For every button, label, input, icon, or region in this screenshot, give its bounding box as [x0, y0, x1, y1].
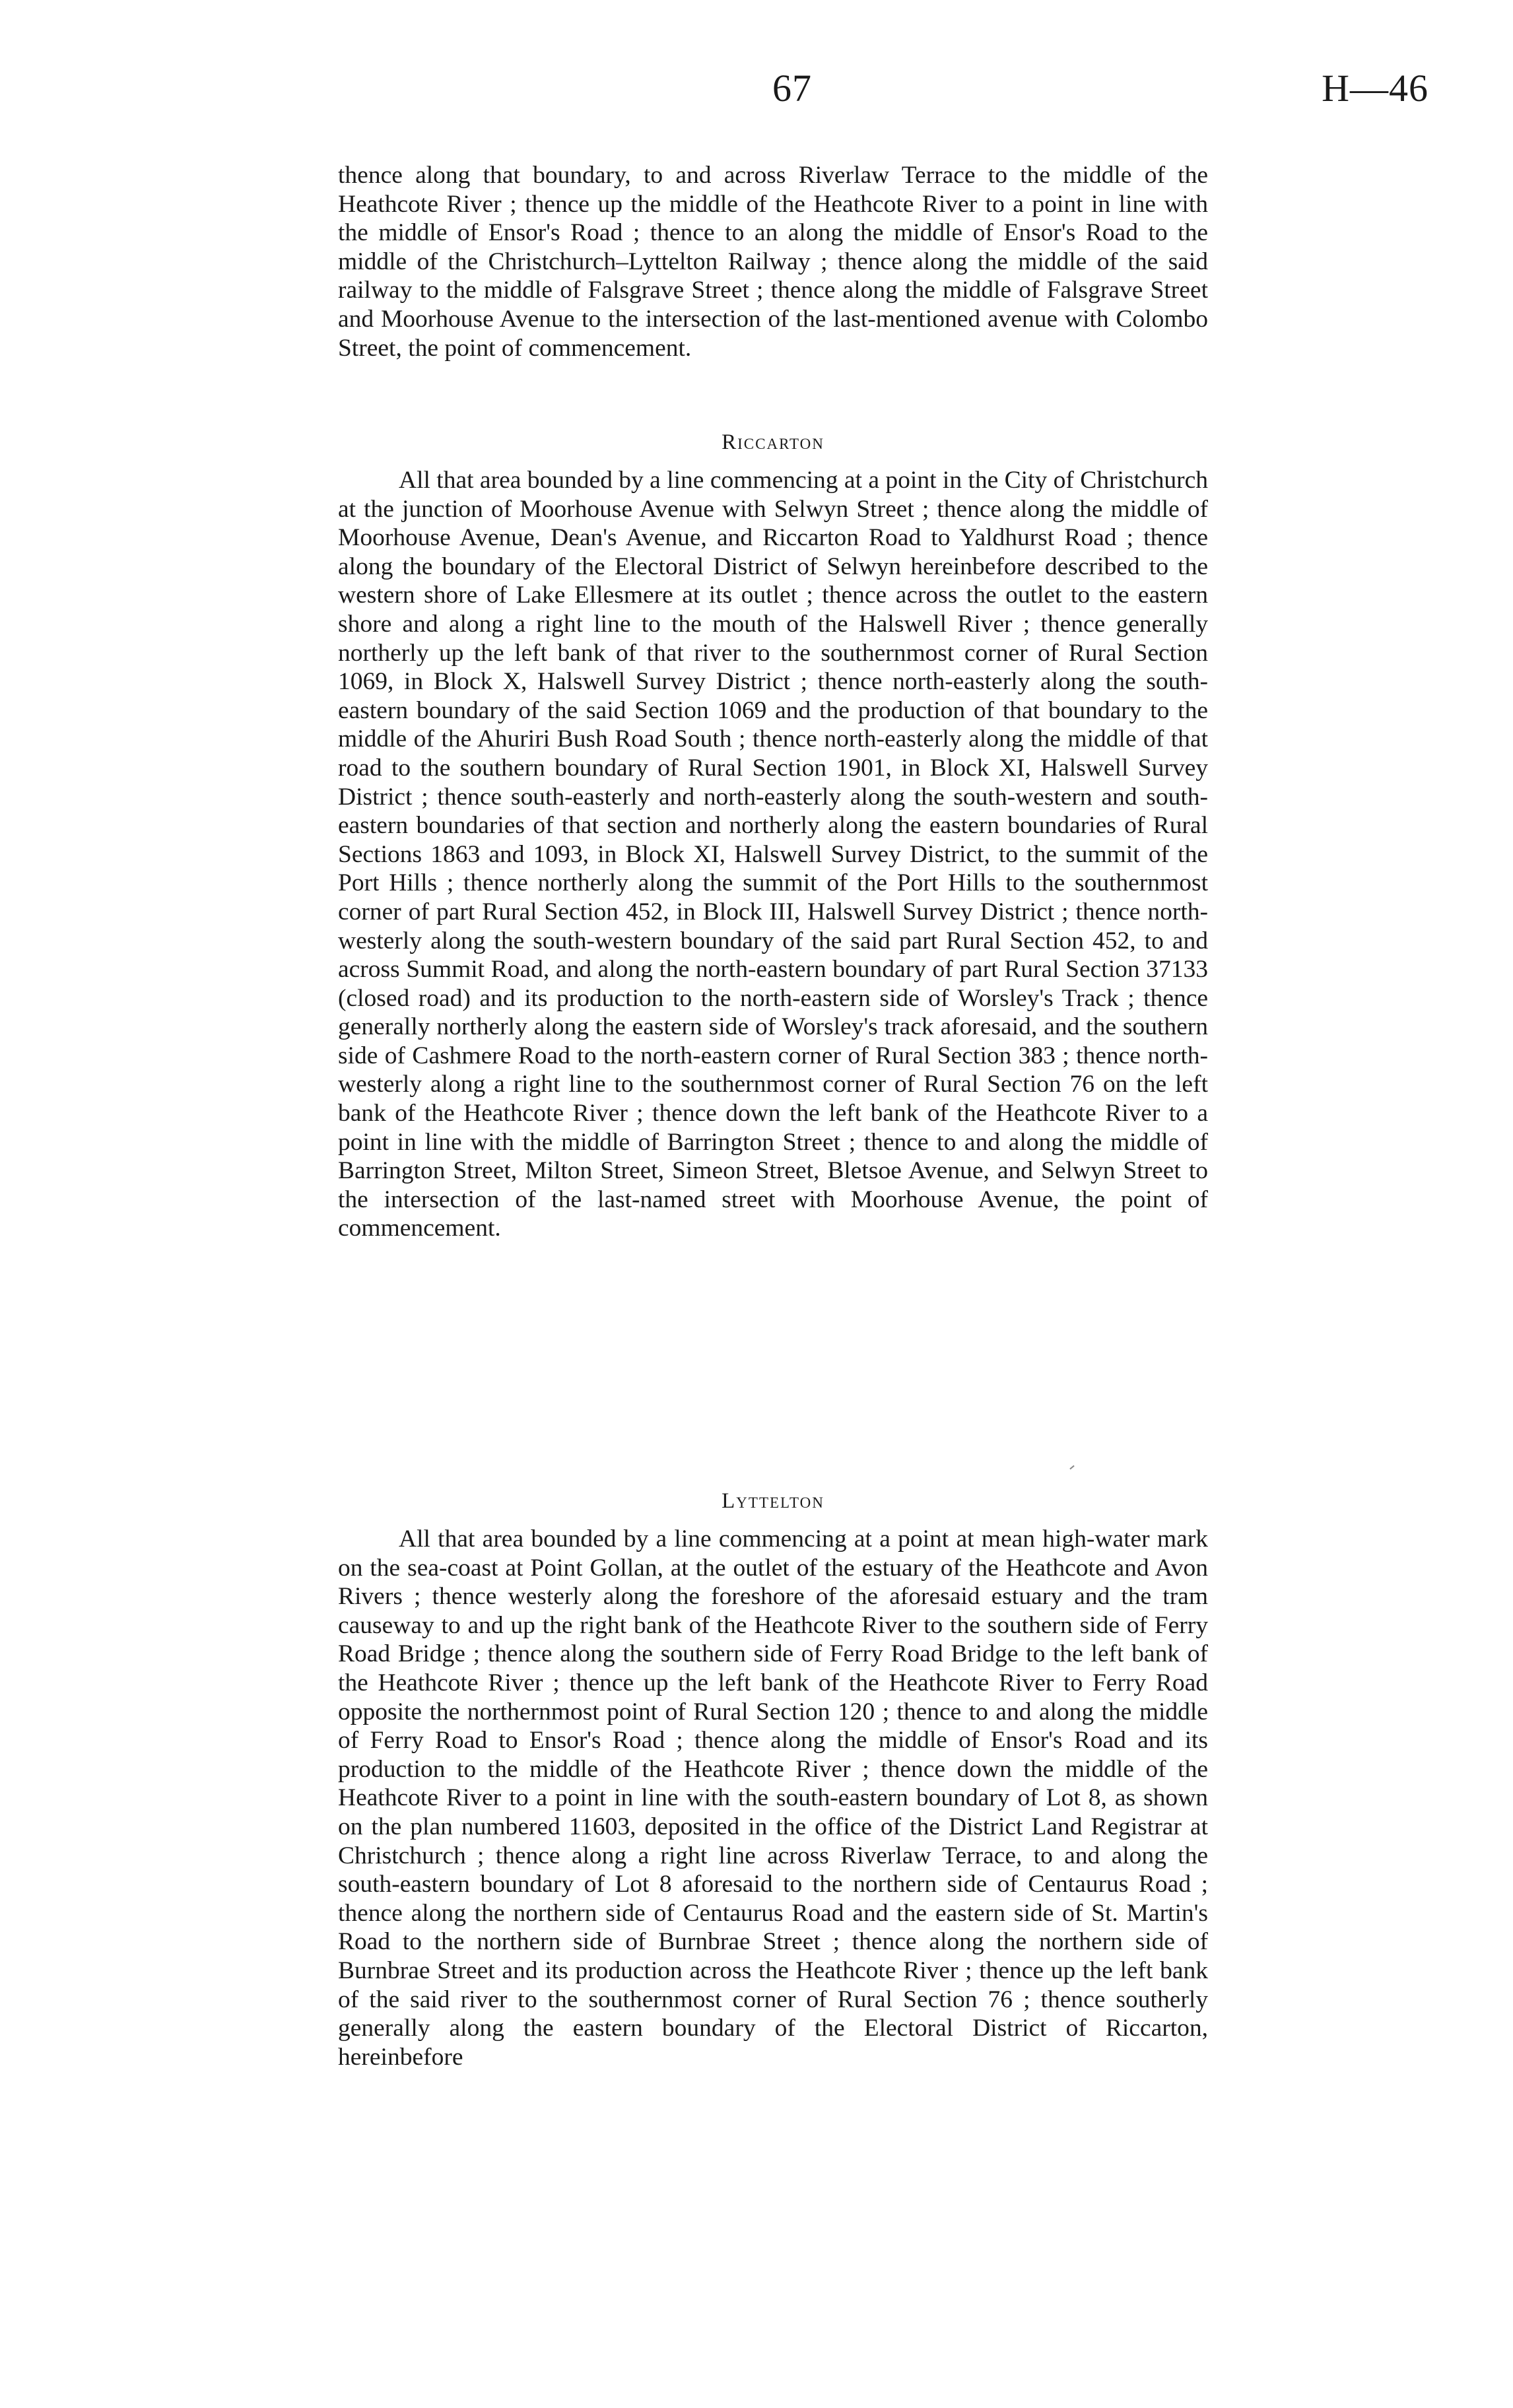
- section-heading-lyttelton: Lyttelton: [722, 1489, 824, 1513]
- paper-reference: H—46: [1322, 67, 1429, 110]
- opening-paragraph-block: [338, 161, 1208, 362]
- stray-mark: [1069, 1465, 1074, 1470]
- section-lyttelton: [338, 1525, 1208, 2071]
- opening-paragraph: thence along that boundary, to and across Riverlaw Terrace to the middle of the Heathcote River ; thence up the middle of the Heathcote River to a point in line with the middle of Ensor's Road ; thence to an along the middle of Ensor's Road to the middle of the Christchurch–Lyttelton Railway ; thence along the middle of the said railway to the middle of Falsgrave Street ; thence along the middle of Falsgrave Street and Moorhouse Avenue to the intersection of the last-mentioned avenue with Colombo Street, the point of commencement.: [338, 162, 1208, 362]
- section-riccarton-text: All that area bounded by a line commencing at a point in the City of Christchurch at the junction of Moorhouse Avenue with Selwyn Street ; thence along the middle of Moorhouse Avenue, Dean's Avenue, and Riccarton Road to Yaldhurst Road ; thence along the boundary of the Electoral District of Selwyn hereinbefore described to the western shore of Lake Ellesmere at its outlet ; thence across the outlet to the eastern shore and along a right line to the mouth of the Halswell River ; thence generally northerly up the left bank of that river to the southernmost corner of Rural Section 1069, in Block X, Halswell Survey District ; thence north-easterly along the south-eastern boundary of the said Section 1069 and the production of that boundary to the middle of the Ahuriri Bush Road South ; thence north-easterly along the middle of that road to the southern boundary of Rural Section 1901, in Block XI, Halswell Survey District ; thence south-easterly and north-easterly along the south-western and south-eastern boundaries of that section and northerly along the eastern boundaries of Rural Sections 1863 and 1093, in Block XI, Halswell Survey District, to the summit of the Port Hills ; thence northerly along the summit of the Port Hills to the southernmost corner of part Rural Section 452, in Block III, Halswell Survey District ; thence north-westerly along the south-western boundary of the said part Rural Section 452, to and across Summit Road, and along the north-eastern boundary of part Rural Section 37133 (closed road) and its production to the north-eastern side of Worsley's Track ; thence generally northerly along the eastern side of Worsley's track aforesaid, and the southern side of Cashmere Road to the north-eastern corner of Rural Section 383 ; thence north-westerly along a right line to the southernmost corner of Rural Section 76 on the left bank of the Heathcote River ; thence down the left bank of the Heathcote River to a point in line with the middle of Barrington Street ; thence to and along the middle of Barrington Street, Milton Street, Simeon Street, Bletsoe Avenue, and Selwyn Street to the intersection of the last-named street with Moorhouse Avenue, the point of commencement.: [338, 467, 1208, 1242]
- page-number: 67: [772, 67, 812, 110]
- section-heading-riccarton: Riccarton: [722, 430, 824, 454]
- section-lyttelton-text: All that area bounded by a line commencing at a point at mean high-water mark on the sea-coast at Point Gollan, at the outlet of the estuary of the Heathcote and Avon Rivers ; thence westerly along the foreshore of the aforesaid estuary and the tram causeway to and up the right bank of the Heathcote River to the southern side of Ferry Road Bridge ; thence along the southern side of Ferry Road Bridge to the left bank of the Heathcote River ; thence up the left bank of the Heathcote River to Ferry Road opposite the northernmost point of Rural Section 120 ; thence to and along the middle of Ferry Road to Ensor's Road ; thence along the middle of Ensor's Road and its production to the middle of the Heathcote River ; thence down the middle of the Heathcote River to a point in line with the south-eastern boundary of Lot 8, as shown on the plan numbered 11603, deposited in the office of the District Land Registrar at Christchurch ; thence along a right line across Riverlaw Terrace, to and along the south-eastern boundary of Lot 8 aforesaid to the northern side of Centaurus Road ; thence along the northern side of Centaurus Road and the eastern side of St. Martin's Road to the northern side of Burnbrae Street ; thence along the northern side of Burnbrae Street and its production across the Heathcote River ; thence up the left bank of the said river to the southernmost corner of Rural Section 76 ; thence southerly generally along the eastern boundary of the Electoral District of Riccarton, hereinbefore: [338, 1525, 1208, 2071]
- section-riccarton: [338, 466, 1208, 1243]
